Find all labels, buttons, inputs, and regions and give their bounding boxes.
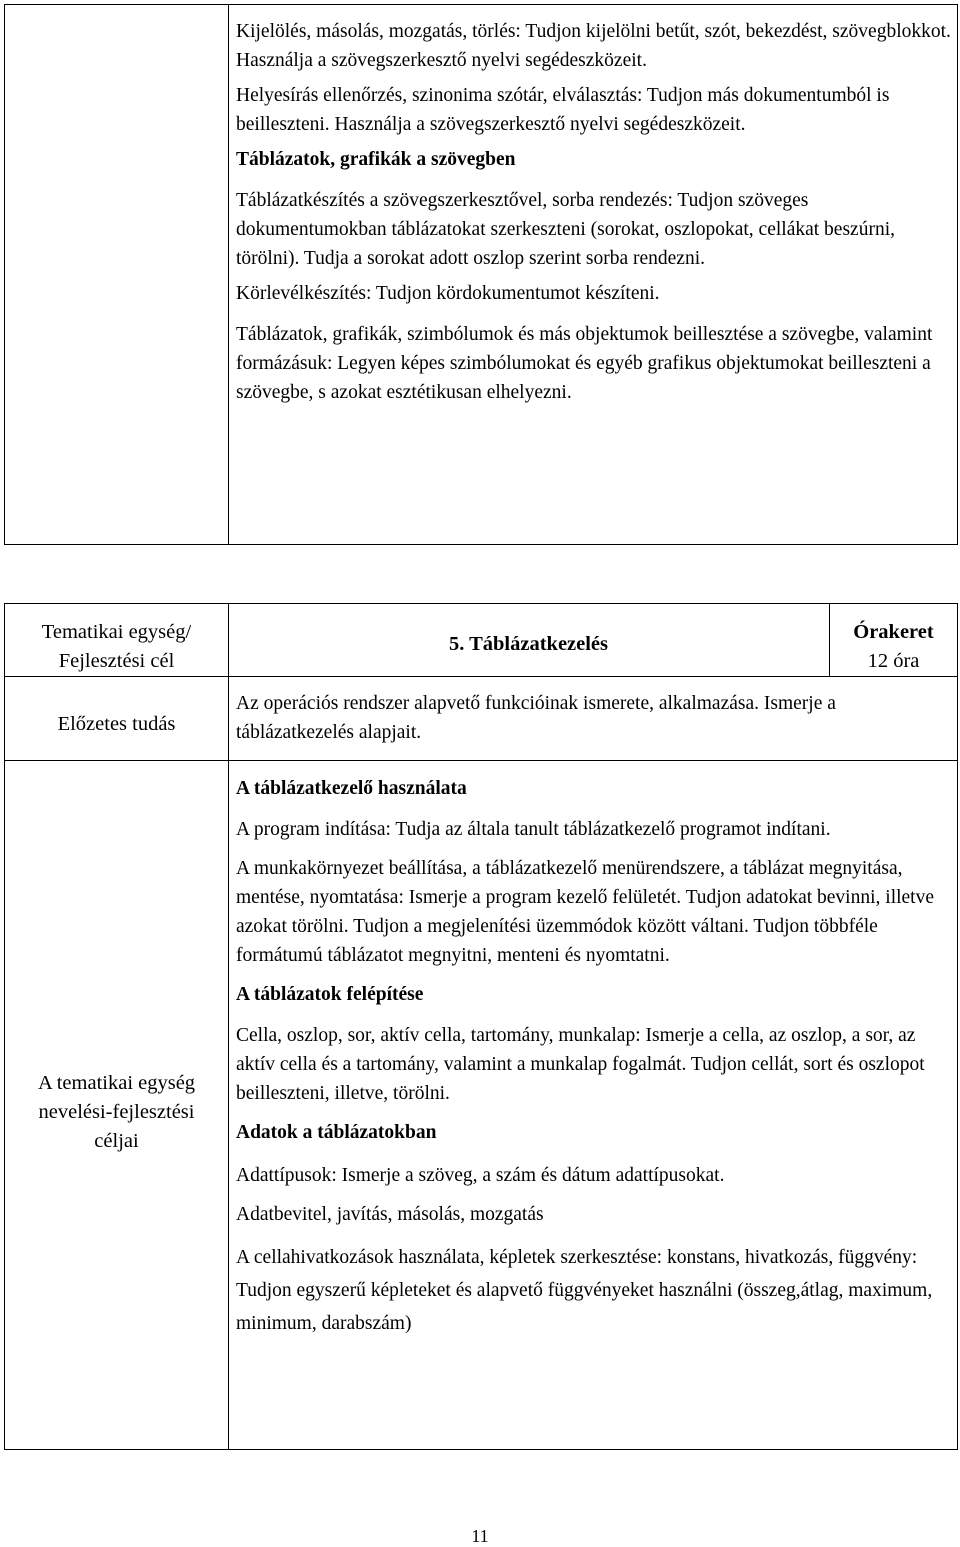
goals-label: A tematikai egység nevelési-fejlesztési céljai — [37, 1072, 196, 1152]
prior-text-cell — [236, 689, 926, 747]
top-table — [4, 4, 958, 545]
prior-text: Az operációs rendszer alapvető funkcióinak ismerete, alkalmazása. Ismerje a táblázatkezelés alapjait. — [236, 693, 836, 743]
paragraph: A cellahivatkozások használata, képletek szerkesztése: konstans, hivatkozás, függvény: Tudjon egyszerű képleteket és alapvető függvényeket használni (összeg,átlag, maximum, minimum, darabszám) — [236, 1247, 933, 1334]
paragraph: Adatbevitel, javítás, másolás, mozgatás — [236, 1204, 544, 1225]
paragraph: Helyesírás ellenőrzés, szinonima szótár, elválasztás: Tudjon más dokumentumból is beilleszteni. Használja a szövegszerkesztő nyelvi segédeszközeit. — [236, 85, 890, 135]
unit-title: 5. Táblázatkezelés — [448, 633, 609, 655]
goals-label-cell — [5, 1069, 228, 1156]
prior-label: Előzetes tudás — [57, 713, 176, 735]
paragraph: A munkakörnyezet beállítása, a táblázatkezelő menürendszere, a táblázat megnyitása, mentése, nyomtatása: Ismerje a program kezelő felületét. Tudjon adatokat bevinni, illetve azokat törölni. Tudjon a megjelenítési üzemmódok között váltani. Tudjon többféle formátumú táblázatot megnyitni, menteni és nyomtatni. — [236, 858, 935, 966]
section-heading: A táblázatkezelő használata — [236, 778, 467, 799]
top-table-divider — [228, 5, 229, 544]
unit-label: Tematikai egység/ Fejlesztési cél — [41, 621, 192, 672]
paragraph: Táblázatok, grafikák, szimbólumok és más objektumok beillesztése a szövegbe, valamint formázásuk: Legyen képes szimbólumokat és egyéb grafikus objektumokat beilleszteni a szövegbe, s azokat esztétikusan elhelyezni. — [236, 324, 933, 403]
unit-title-cell — [228, 630, 829, 659]
paragraph: Körlevélkészítés: Tudjon kördokumentumot készíteni. — [236, 283, 660, 304]
paragraph: Kijelölés, másolás, mozgatás, törlés: Tudjon kijelölni betűt, szót, bekezdést, szövegblokkot. Használja a szövegszerkesztő nyelvi segédeszközeit. — [236, 21, 951, 71]
page-number: 11 — [471, 1526, 489, 1546]
paragraph: A program indítása: Tudja az általa tanult táblázatkezelő programot indítani. — [236, 819, 831, 840]
unit-label-cell — [5, 618, 228, 676]
paragraph: Cella, oszlop, sor, aktív cella, tartomány, munkalap: Ismerje a cella, az oszlop, a sor, az aktív cella és a tartomány, valamint a munkalap fogalmát. Tudjon cellát, sort és oszlopot beilleszteni, illetve, törölni. — [236, 1025, 925, 1104]
section-heading: A táblázatok felépítése — [236, 984, 424, 1005]
main-table — [4, 603, 958, 1450]
section-heading: Táblázatok, grafikák a szövegben — [236, 149, 516, 170]
top-table-content — [236, 17, 951, 407]
paragraph: Táblázatkészítés a szövegszerkesztővel, sorba rendezés: Tudjon szöveges dokumentumokban táblázatokat szerkeszteni (sorokat, oszlopokat, cellákat beszúrni, törölni). Tudja a sorokat adott oszlop szerint sorba rendezni. — [236, 190, 895, 269]
hours-cell — [830, 618, 957, 676]
paragraph: Adattípusok: Ismerje a szöveg, a szám és dátum adattípusokat. — [236, 1165, 725, 1186]
label-column-divider — [228, 604, 229, 1449]
row-divider — [5, 676, 957, 677]
hours-value: 12 óra — [867, 650, 920, 672]
hours-label: Órakeret — [853, 621, 934, 643]
row-divider — [5, 760, 957, 761]
goals-content-cell — [236, 774, 948, 1340]
section-heading: Adatok a táblázatokban — [236, 1122, 437, 1143]
prior-label-cell — [5, 710, 228, 739]
